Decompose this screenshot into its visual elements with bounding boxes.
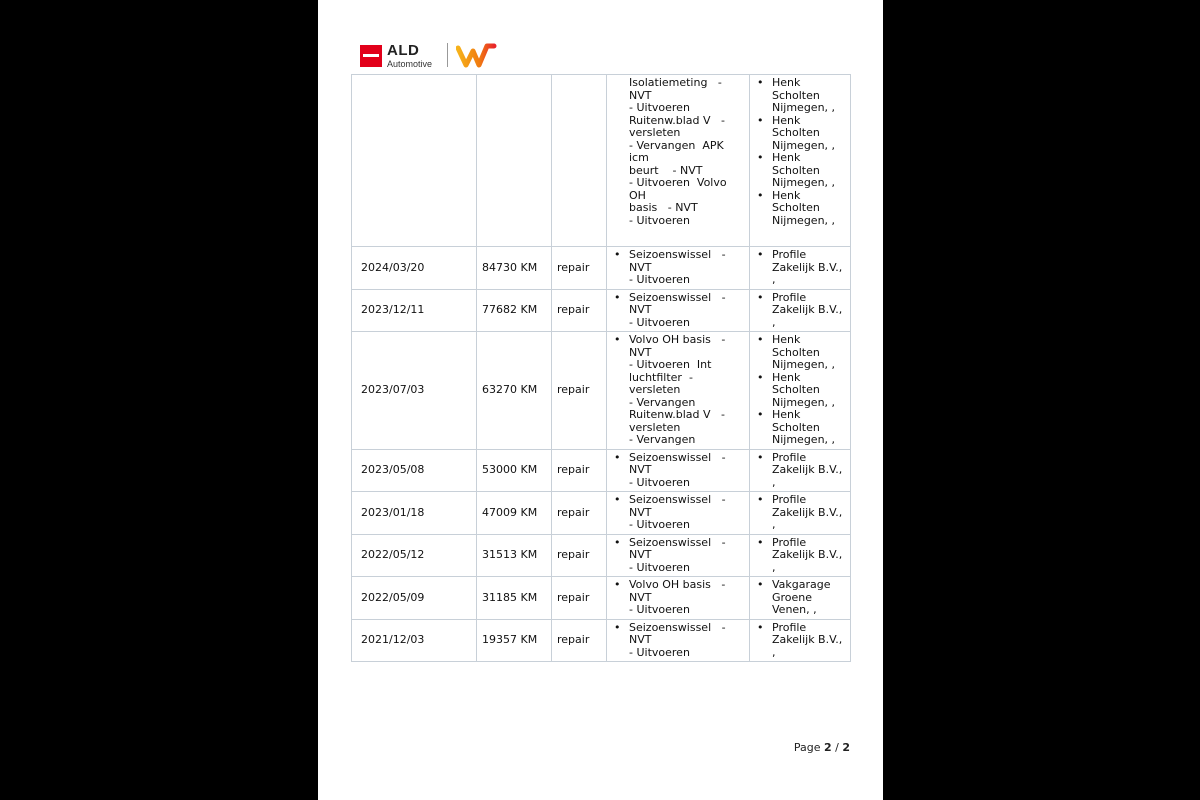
km-cell: 84730 KM [477, 247, 552, 290]
table-row [352, 247, 851, 290]
km-cell: 77682 KM [477, 289, 552, 332]
supplier-cell [750, 332, 851, 450]
item: • Seizoenswissel - NVT - Uitvoeren [612, 452, 744, 490]
items-cell [607, 534, 750, 577]
supplier-item: • Profile Zakelijk B.V., , [755, 292, 845, 330]
supplier-list [755, 334, 845, 447]
type-cell: repair [552, 619, 607, 662]
items-cell [607, 332, 750, 450]
table-row [352, 289, 851, 332]
supplier-item: • Profile Zakelijk B.V., , [755, 537, 845, 575]
items-cell [607, 289, 750, 332]
supplier-list [755, 579, 845, 617]
supplier-list [755, 249, 845, 287]
type-cell: repair [552, 492, 607, 535]
date-cell: 2023/05/08 [352, 449, 477, 492]
supplier-list [755, 452, 845, 490]
item: • Volvo OH basis - NVT - Uitvoeren Int luchtfilter - versleten - Vervangen Ruitenw.blad V - versleten - Vervangen [612, 334, 744, 447]
item-list [612, 292, 744, 330]
supplier-item: • Henk Scholten Nijmegen, , [755, 409, 845, 447]
date-cell: 2021/12/03 [352, 619, 477, 662]
ald-logo-text [387, 43, 432, 69]
table-row [352, 449, 851, 492]
type-cell: repair [552, 449, 607, 492]
date-cell: 2022/05/12 [352, 534, 477, 577]
date-cell: 2022/05/09 [352, 577, 477, 620]
supplier-list [755, 292, 845, 330]
item-list [612, 622, 744, 660]
item: • Volvo OH basis - NVT - Uitvoeren [612, 579, 744, 617]
type-cell: repair [552, 534, 607, 577]
maintenance-table [351, 74, 851, 662]
supplier-item: • Henk Scholten Nijmegen, , [755, 115, 845, 153]
item: • Seizoenswissel - NVT - Uitvoeren [612, 494, 744, 532]
type-cell: repair [552, 332, 607, 450]
table-row [352, 492, 851, 535]
type-cell: repair [552, 577, 607, 620]
km-cell: 31185 KM [477, 577, 552, 620]
supplier-cell [750, 534, 851, 577]
supplier-cell [750, 75, 851, 247]
page-current: 2 [823, 741, 832, 754]
document-page [318, 0, 883, 800]
supplier-item: • Profile Zakelijk B.V., , [755, 249, 845, 287]
items-cell [607, 247, 750, 290]
supplier-list [755, 77, 845, 227]
km-cell: 53000 KM [477, 449, 552, 492]
supplier-item: • Henk Scholten Nijmegen, , [755, 77, 845, 115]
supplier-cell [750, 289, 851, 332]
brand-tagline: Automotive [387, 59, 433, 69]
supplier-item: • Henk Scholten Nijmegen, , [755, 334, 845, 372]
table-row [352, 534, 851, 577]
supplier-cell [750, 449, 851, 492]
supplier-item: • Henk Scholten Nijmegen, , [755, 152, 845, 190]
date-cell [352, 75, 477, 247]
brand-name: ALD [387, 42, 420, 59]
supplier-list [755, 622, 845, 660]
table-row [352, 577, 851, 620]
table-row [352, 619, 851, 662]
item: • Seizoenswissel - NVT - Uitvoeren [612, 537, 744, 575]
ald-logo-icon [360, 45, 382, 67]
type-cell: repair [552, 289, 607, 332]
page-separator: / [835, 741, 839, 754]
items-cell [607, 492, 750, 535]
supplier-item: • Henk Scholten Nijmegen, , [755, 372, 845, 410]
items-cell [607, 449, 750, 492]
item: • Seizoenswissel - NVT - Uitvoeren [612, 249, 744, 287]
type-cell [552, 75, 607, 247]
page-indicator [794, 741, 850, 754]
km-cell: 63270 KM [477, 332, 552, 450]
item-list [612, 579, 744, 617]
supplier-list [755, 537, 845, 575]
item-description: Isolatiemeting - NVT - Uitvoeren Ruitenw.blad V - versleten - Vervangen APK icm beurt - NVT - Uitvoeren Volvo OH basis - NVT - Uitvoeren [629, 76, 727, 227]
km-cell: 31513 KM [477, 534, 552, 577]
item-list [612, 452, 744, 490]
supplier-list [755, 494, 845, 532]
date-cell: 2023/01/18 [352, 492, 477, 535]
logo-divider [447, 43, 448, 67]
items-cell [607, 619, 750, 662]
km-cell: 19357 KM [477, 619, 552, 662]
page-total: 2 [842, 741, 850, 754]
date-cell: 2023/07/03 [352, 332, 477, 450]
supplier-item: • Profile Zakelijk B.V., , [755, 452, 845, 490]
supplier-cell [750, 247, 851, 290]
supplier-item: • Henk Scholten Nijmegen, , [755, 190, 845, 228]
item: • Seizoenswissel - NVT - Uitvoeren [612, 622, 744, 660]
item-list [612, 249, 744, 287]
items-cell [607, 75, 750, 247]
supplier-cell [750, 492, 851, 535]
km-cell [477, 75, 552, 247]
item: • Seizoenswissel - NVT - Uitvoeren [612, 292, 744, 330]
date-cell: 2024/03/20 [352, 247, 477, 290]
item-list [612, 494, 744, 532]
type-cell: repair [552, 247, 607, 290]
supplier-item: • Vakgarage Groene Venen, , [755, 579, 845, 617]
item-list [612, 537, 744, 575]
supplier-cell [750, 619, 851, 662]
supplier-item: • Profile Zakelijk B.V., , [755, 622, 845, 660]
date-cell: 2023/12/11 [352, 289, 477, 332]
table-row-continuation [352, 75, 851, 247]
km-cell: 47009 KM [477, 492, 552, 535]
supplier-item: • Profile Zakelijk B.V., , [755, 494, 845, 532]
page-label: Page [793, 741, 821, 754]
item-list [612, 334, 744, 447]
w-logo-icon [456, 42, 498, 68]
table-row [352, 332, 851, 450]
items-cell [607, 577, 750, 620]
supplier-cell [750, 577, 851, 620]
